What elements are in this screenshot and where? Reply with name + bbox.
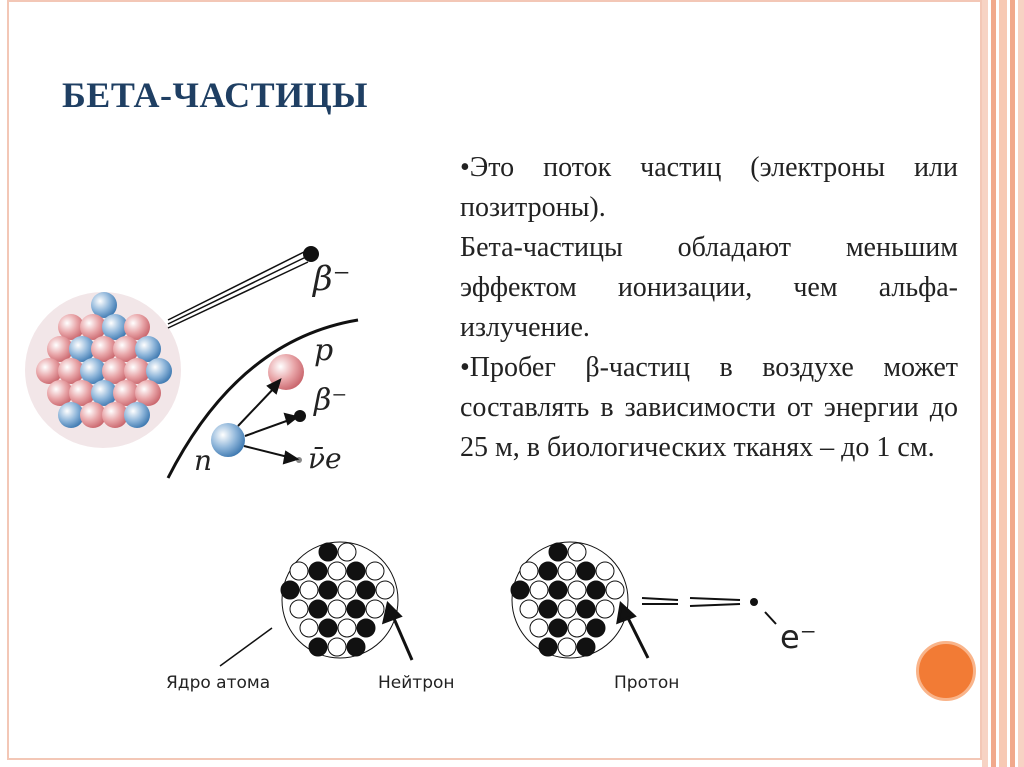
nucleon [596, 562, 614, 580]
nucleon [376, 581, 394, 599]
proton-label: p [314, 333, 334, 368]
neutron-text-label: Нейтрон [378, 673, 455, 693]
slide-body-text [460, 148, 958, 468]
nucleus-right [511, 542, 628, 658]
nucleon [577, 562, 595, 580]
proton-pointer [618, 604, 648, 658]
nucleon [328, 562, 346, 580]
nucleon [290, 562, 308, 580]
beta-decay-diagram [18, 220, 418, 490]
nucleon [366, 600, 384, 618]
nucleon [539, 600, 557, 618]
nucleon [338, 619, 356, 637]
nucleon [124, 402, 150, 428]
nucleon [558, 600, 576, 618]
nucleon [568, 543, 586, 561]
nucleon [328, 600, 346, 618]
nucleon [357, 581, 375, 599]
decorative-stripes [982, 0, 1024, 767]
nucleus-left [281, 542, 398, 658]
nucleon [530, 581, 548, 599]
nucleon [520, 562, 538, 580]
atomic-nucleus [25, 292, 181, 448]
electron-label: e⁻ [780, 618, 817, 656]
nucleon [520, 600, 538, 618]
nucleon [300, 581, 318, 599]
nucleon [577, 600, 595, 618]
nucleon [290, 600, 308, 618]
nucleon [319, 543, 337, 561]
electron-dot [750, 598, 758, 606]
nucleon [347, 638, 365, 656]
nucleon [91, 292, 117, 318]
nucleon [596, 600, 614, 618]
nucleon [135, 380, 161, 406]
nucleon [309, 562, 327, 580]
paragraph-2: Бета-частицы обладают меньшим эффектом ионизации, чем альфа-излучение. [460, 232, 958, 343]
antineutrino-label: ν̄e [308, 442, 342, 475]
nucleon [319, 619, 337, 637]
nucleon [124, 314, 150, 340]
nucleon [347, 562, 365, 580]
nucleon [558, 562, 576, 580]
bullet-paragraph-3: •Пробег β-частиц в воздухе может составлять в зависимости от энергии до 25 м, в биологических тканях – до 1 см. [460, 352, 958, 463]
nucleus-label: Ядро атома [166, 673, 271, 693]
nucleon [568, 581, 586, 599]
nucleon [587, 619, 605, 637]
nucleon [300, 619, 318, 637]
nucleon [606, 581, 624, 599]
nucleon [549, 619, 567, 637]
nucleon [539, 562, 557, 580]
nucleon [347, 600, 365, 618]
decay-arrows [238, 380, 297, 463]
beta-out-label: β⁻ [313, 259, 351, 299]
beta-ray-lines [168, 250, 308, 328]
bullet-paragraph-1: •Это поток частиц (электроны или позитроны). [460, 152, 958, 223]
nucleon [511, 581, 529, 599]
nucleon [328, 638, 346, 656]
nucleon [338, 543, 356, 561]
neutron-label: n [194, 444, 213, 477]
beta-decay-label: β⁻ [314, 383, 348, 418]
nucleon [366, 562, 384, 580]
nucleon [539, 638, 557, 656]
nucleon [530, 619, 548, 637]
nucleon [338, 581, 356, 599]
nucleon [309, 638, 327, 656]
nucleon [587, 581, 605, 599]
slide-title: БЕТА-ЧАСТИЦЫ [62, 75, 369, 115]
nucleon [319, 581, 337, 599]
nucleus-electron-diagram [150, 540, 870, 710]
nucleus-pointer [220, 628, 272, 666]
nucleon [549, 581, 567, 599]
nucleon [146, 358, 172, 384]
nucleon [558, 638, 576, 656]
nucleon [135, 336, 161, 362]
nucleon [309, 600, 327, 618]
electron-pointer [765, 612, 776, 624]
nucleon [577, 638, 595, 656]
neutron-ball [211, 423, 245, 457]
orange-decorative-circle [916, 641, 976, 701]
proton-text-label: Протон [614, 673, 680, 693]
electron-motion-lines [642, 598, 740, 606]
nucleon [357, 619, 375, 637]
nucleon [549, 543, 567, 561]
nucleon [281, 581, 299, 599]
nucleon [568, 619, 586, 637]
